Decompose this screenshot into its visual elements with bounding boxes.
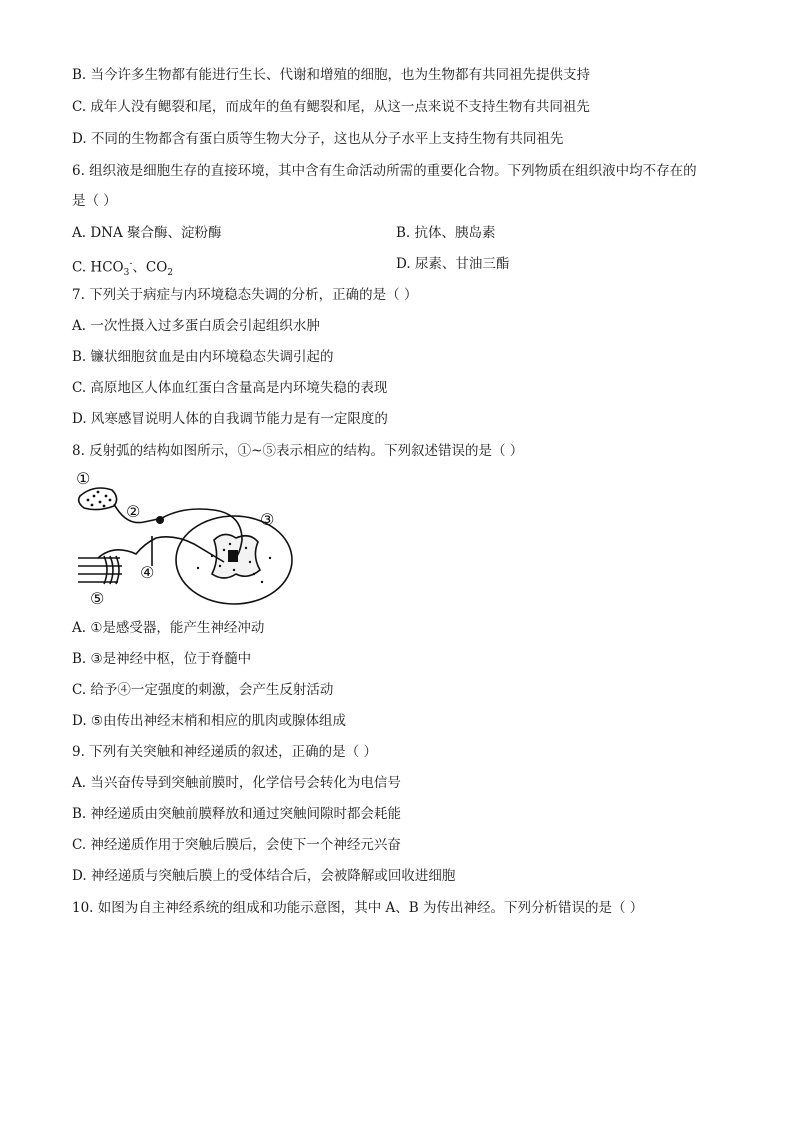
q7-option-b: B. 镰状细胞贫血是由内环境稳态失调引起的 bbox=[72, 349, 334, 365]
q8-option-c: C. 给予④一定强度的刺激，会产生反射活动 bbox=[72, 682, 334, 698]
q6-option-c-sub2: 2 bbox=[167, 268, 174, 279]
q10-stem: 10. 如图为自主神经系统的组成和功能示意图，其中 A、B 为传出神经。下列分析错误的是（ ） bbox=[72, 900, 644, 916]
q9-option-b: B. 神经递质由突触前膜释放和通过突触间隙时都会耗能 bbox=[72, 806, 402, 822]
q6-option-c bbox=[72, 255, 173, 282]
label-5: ⑤ bbox=[90, 589, 105, 608]
q6-option-c-prefix: C. HCO bbox=[72, 259, 124, 276]
q9-option-c: C. 神经递质作用于突触后膜后，会使下一个神经元兴奋 bbox=[72, 837, 401, 853]
label-1: ① bbox=[76, 470, 91, 488]
q7-option-a: A. 一次性摄入过多蛋白质会引起组织水肿 bbox=[72, 318, 320, 334]
label-4: ④ bbox=[140, 563, 155, 582]
q6-option-c-sub: 3 bbox=[123, 268, 130, 279]
q5-option-d: D. 不同的生物都含有蛋白质等生物大分子，这也从分子水平上支持生物有共同祖先 bbox=[72, 131, 564, 147]
q9-option-d: D. 神经递质与突触后膜上的受体结合后，会被降解或回收进细胞 bbox=[72, 868, 456, 884]
ganglion bbox=[156, 516, 164, 524]
q8-option-d: D. ⑤由传出神经末梢和相应的肌肉或腺体组成 bbox=[72, 713, 347, 729]
q6-stem-line2: 是（ ） bbox=[72, 193, 117, 209]
q6-option-a: A. DNA 聚合酶、淀粉酶 bbox=[72, 225, 222, 241]
label-2: ② bbox=[126, 502, 141, 521]
q6-option-b: B. 抗体、胰岛素 bbox=[396, 225, 496, 241]
q7-option-c: C. 高原地区人体血红蛋白含量高是内环境失稳的表现 bbox=[72, 380, 388, 396]
q5-option-c: C. 成年人没有鳃裂和尾，而成年的鱼有鳃裂和尾，从这一点来说不支持生物有共同祖先 bbox=[72, 99, 590, 115]
effector-muscle bbox=[78, 556, 122, 584]
q8-option-b: B. ③是神经中枢，位于脊髓中 bbox=[72, 651, 252, 667]
q8-stem: 8. 反射弧的结构如图所示，①~⑤表示相应的结构。下列叙述错误的是（ ） bbox=[72, 443, 524, 459]
q7-stem: 7. 下列关于病症与内环境稳态失调的分析，正确的是（ ） bbox=[72, 287, 418, 303]
q6-stem-line1: 6. 组织液是细胞生存的直接环境，其中含有生命活动所需的重要化合物。下列物质在组织液中均不存在的 bbox=[72, 163, 697, 179]
q7-option-d: D. 风寒感冒说明人体的自我调节能力是有一定限度的 bbox=[72, 411, 388, 427]
q6-option-c-mid: 、CO bbox=[132, 259, 168, 276]
q6-option-c-sup: - bbox=[129, 259, 133, 269]
q8-option-a: A. ①是感受器，能产生神经冲动 bbox=[72, 620, 265, 636]
label-3: ③ bbox=[260, 510, 275, 529]
q5-option-b: B. 当今许多生物都有能进行生长、代谢和增殖的细胞，也为生物都有共同祖先提供支持 bbox=[72, 67, 591, 83]
reflex-arc-diagram bbox=[74, 470, 294, 610]
q9-option-a: A. 当兴奋传导到突触前膜时，化学信号会转化为电信号 bbox=[72, 775, 401, 791]
q6-option-d: D. 尿素、甘油三酯 bbox=[396, 256, 510, 272]
q9-stem: 9. 下列有关突触和神经递质的叙述，正确的是（ ） bbox=[72, 744, 377, 760]
interneuron bbox=[228, 550, 238, 562]
